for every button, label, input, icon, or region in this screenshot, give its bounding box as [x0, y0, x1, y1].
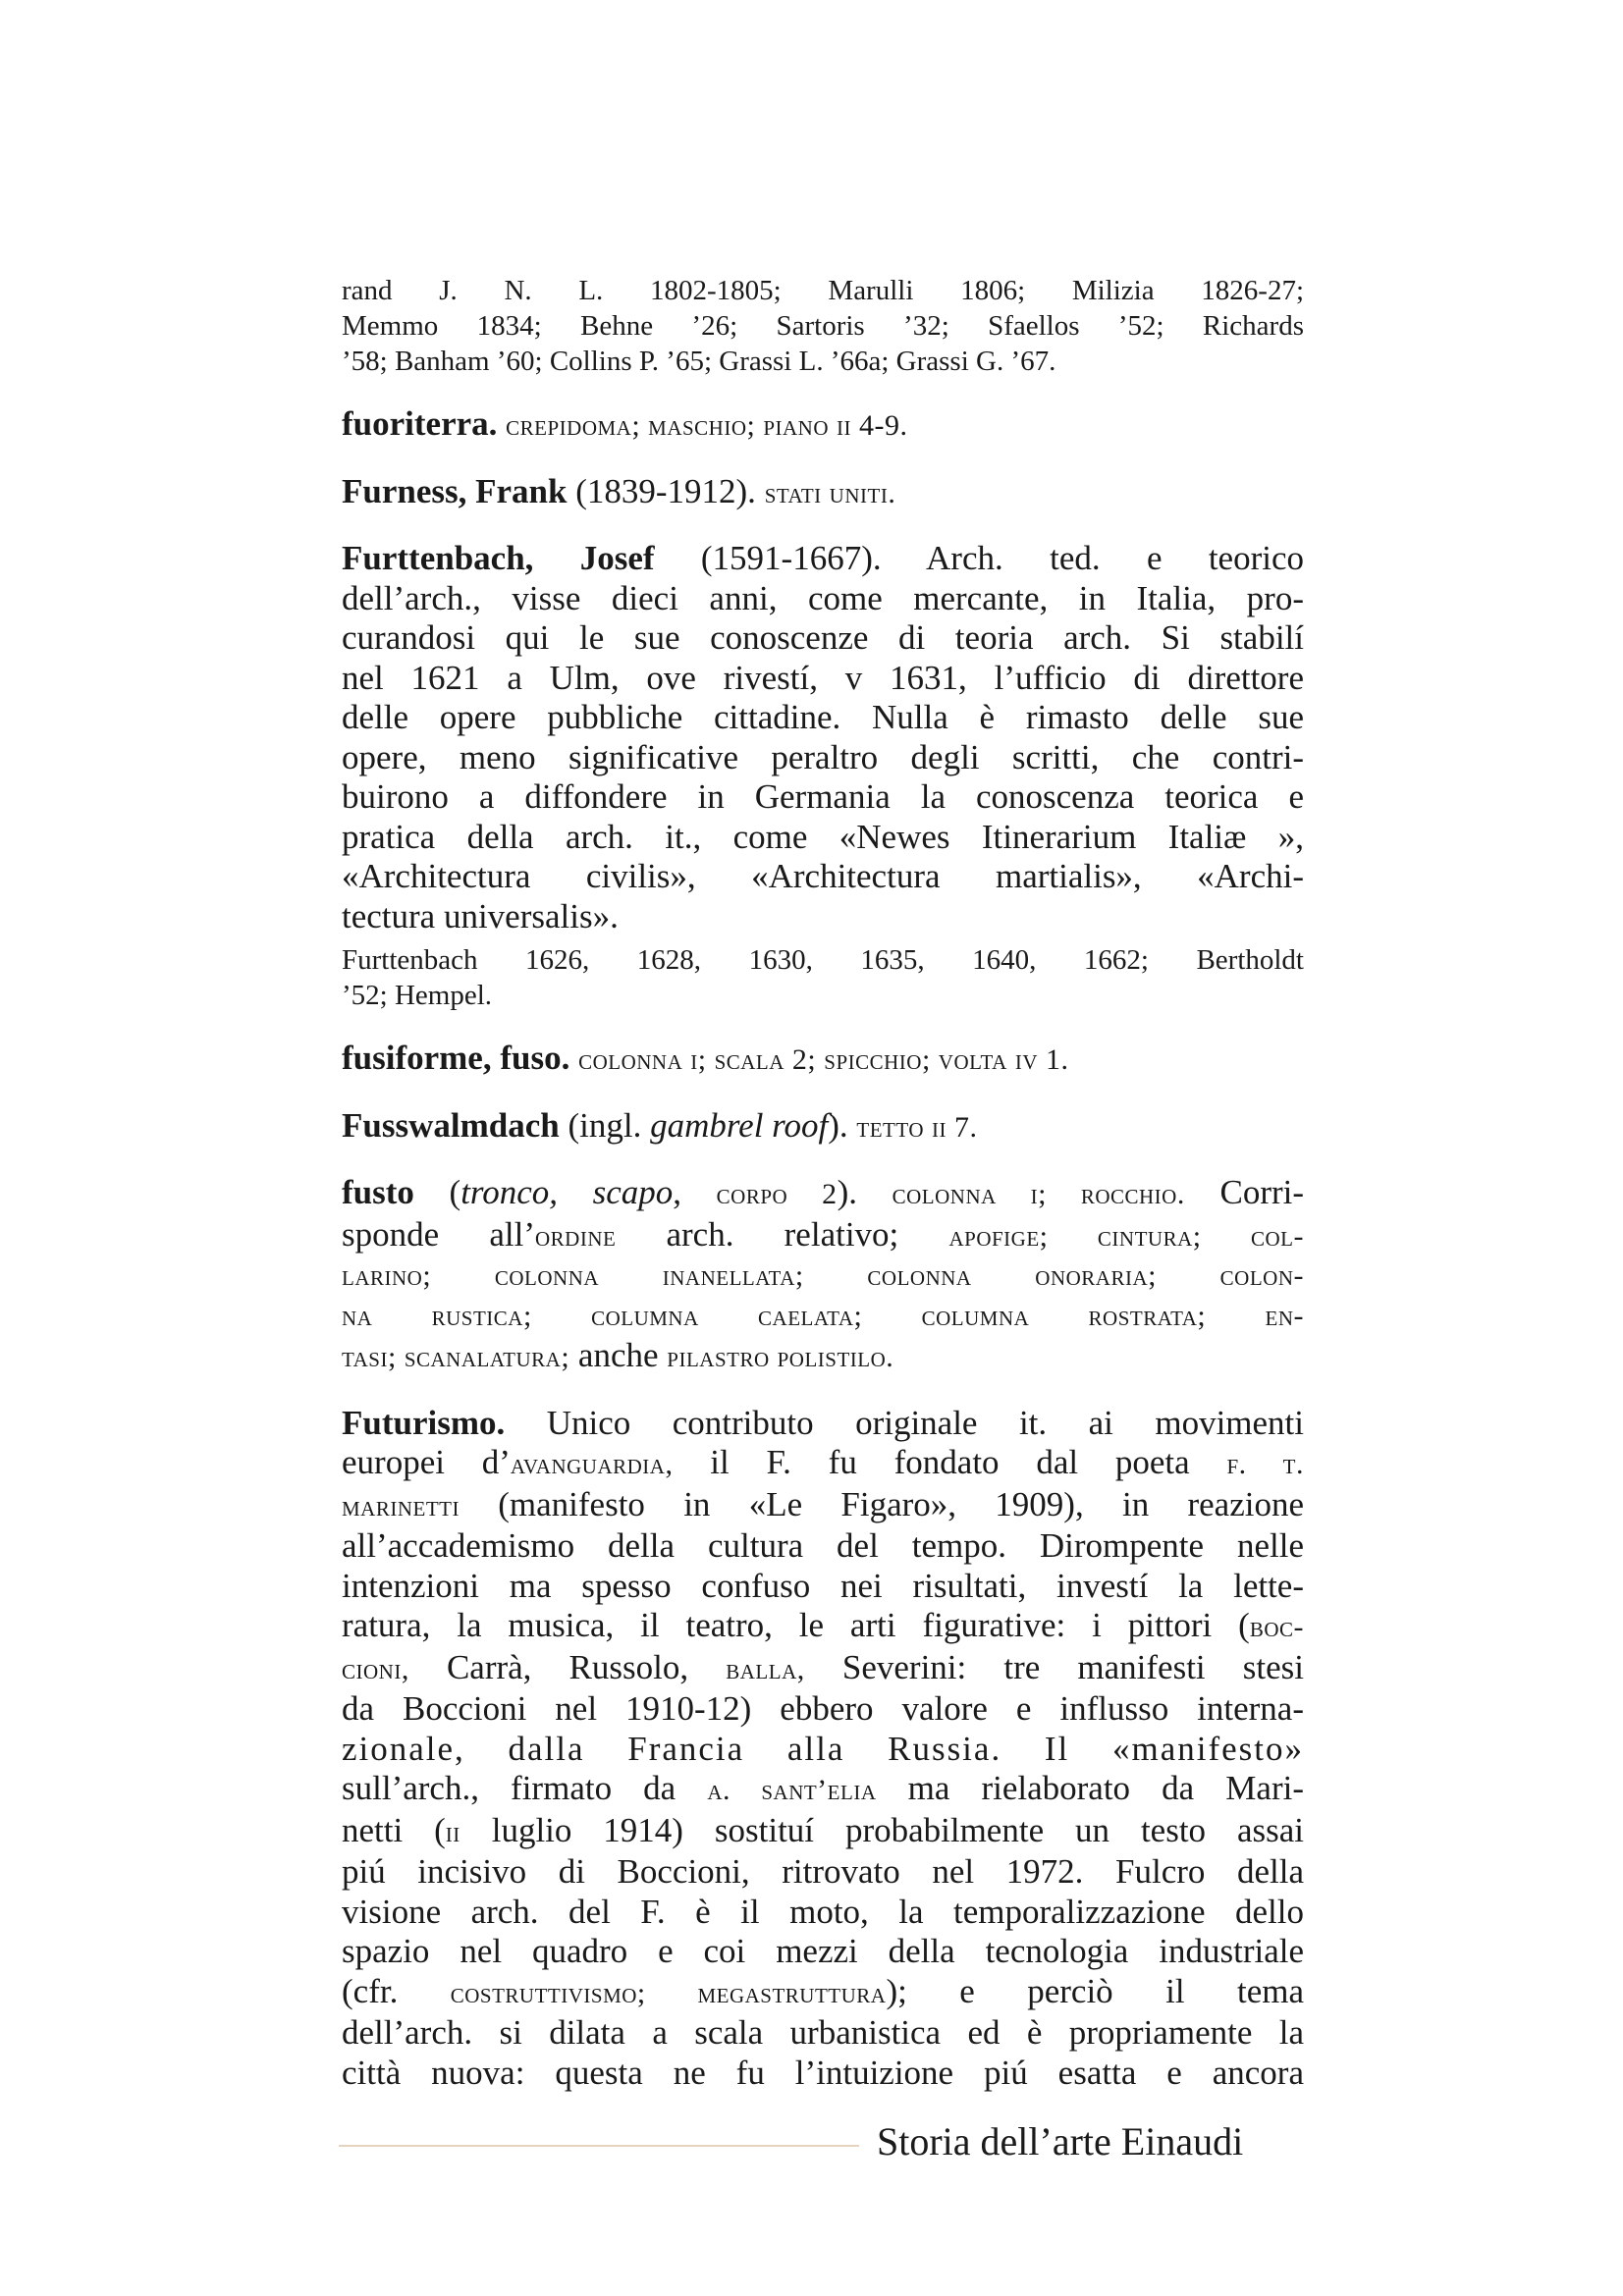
text-line: [342, 404, 1304, 447]
text-line: Memmo 1834; Behne ’26; Sartoris ’32; Sfaellos ’52; Richards: [342, 310, 1304, 342]
cross-reference: tetto ii 7.: [856, 1110, 978, 1144]
text-line: marinetti (manifesto in «Le Figaro», 1909), in reazione: [342, 1484, 1304, 1523]
entry-fusto: [342, 1173, 1304, 1378]
text-line: dell’arch., visse dieci anni, come mercante, in Italia, pro-: [342, 578, 1304, 617]
text-line: na rustica; columna caelata; columna rostrata; en-: [342, 1299, 1304, 1332]
text-line: larino; colonna inanellata; colonna onoraria; colon-: [342, 1259, 1304, 1292]
text-line: rand J. N. L. 1802-1805; Marulli 1806; Milizia 1826-27;: [342, 275, 1304, 306]
text-line: zionale, dalla Francia alla Russia. Il «manifesto»: [342, 1729, 1304, 1768]
text-line: da Boccioni nel 1910-12) ebbero valore e influsso interna-: [342, 1689, 1304, 1728]
text-line: tasi; scanalatura; anche pilastro polistilo.: [342, 1336, 894, 1374]
text-line: nel 1621 a Ulm, ove rivestí, v 1631, l’ufficio di direttore: [342, 658, 1304, 697]
text-line: Futurismo. Unico contributo originale it. ai movimenti: [342, 1403, 1304, 1442]
entry-fusswalmdach: [342, 1106, 1304, 1148]
text-line: ’52; Hempel.: [342, 980, 493, 1011]
entry-fusiforme: [342, 1039, 1304, 1081]
text-line: opere, meno significative peraltro degli scritti, che contri-: [342, 737, 1304, 776]
text-line: delle opere pubbliche cittadine. Nulla è rimasto delle sue: [342, 698, 1304, 736]
footer-title: Storia dell’arte Einaudi: [877, 2119, 1244, 2163]
page-body: [342, 273, 1304, 2118]
text-line: ’58; Banham ’60; Collins P. ’65; Grassi L. ’66a; Grassi G. ’67.: [342, 346, 1056, 377]
text-line: spazio nel quadro e coi mezzi della tecnologia industriale: [342, 1932, 1304, 1970]
text-line: [342, 1039, 1304, 1081]
headword: fuoriterra.: [342, 404, 498, 443]
text-line: netti (ii luglio 1914) sostituí probabilmente un testo assai: [342, 1810, 1304, 1849]
entry-furness: [342, 472, 1304, 514]
cross-reference: colonna i; scala 2; spicchio; volta iv 1.: [578, 1043, 1069, 1076]
text-line: piú incisivo di Boccioni, ritrovato nel 1972. Fulcro della: [342, 1852, 1304, 1891]
text-line: ratura, la musica, il teatro, le arti figurative: i pittori (boc-: [342, 1606, 1304, 1644]
text-line: (cfr. costruttivismo; megastruttura); e perciò il tema: [342, 1971, 1304, 2010]
text-line: Furness, Frank (1839-1912). stati uniti.: [342, 471, 896, 510]
text-line: Furttenbach, Josef (1591-1667). Arch. ted. e teorico: [342, 539, 1304, 577]
entry-furttenbach: [342, 539, 1304, 1013]
text-line: sull’arch., firmato da a. sant’elia ma rielaborato da Mari-: [342, 1769, 1304, 1807]
text-line: buirono a diffondere in Germania la conoscenza teorica e: [342, 777, 1304, 816]
text-line: fusto (tronco, scapo, corpo 2). colonna i; rocchio. Corri-: [342, 1173, 1305, 1211]
text-line: visione arch. del F. è il moto, la temporalizzazione dello: [342, 1892, 1304, 1931]
entry-futurismo: [342, 1404, 1304, 2094]
text-line: dell’arch. si dilata a scala urbanistica ed è propriamente la: [342, 2013, 1304, 2052]
text-line: pratica della arch. it., come «Newes Itinerarium Italiæ »,: [342, 817, 1304, 856]
headword: fusto: [342, 1173, 414, 1211]
entry-fuoriterra: [342, 404, 1304, 447]
text-line: europei d’avanguardia, il F. fu fondato dal poeta f. t.: [342, 1443, 1304, 1481]
text-line: intenzioni ma spesso confuso nei risultati, investí la lette-: [342, 1566, 1304, 1605]
text-line: all’accademismo della cultura del tempo. Dirompente nelle: [342, 1526, 1304, 1565]
cross-reference: stati uniti.: [764, 476, 896, 509]
headword: Futurismo.: [342, 1403, 506, 1442]
text-line: tectura universalis».: [342, 896, 619, 935]
headword: Furttenbach, Josef: [342, 539, 655, 577]
cross-reference: crepidoma; maschio; piano ii 4-9.: [506, 409, 908, 442]
bibliography-continuation: [342, 273, 1304, 379]
headword: Fusswalmdach: [342, 1105, 560, 1145]
text-line: sponde all’ordine arch. relativo; apofige; cintura; col-: [342, 1214, 1305, 1254]
footer-rule: [339, 2145, 859, 2147]
text-line: cioni, Carrà, Russolo, balla, Severini: tre manifesti stesi: [342, 1647, 1304, 1686]
headword: fusiforme, fuso.: [342, 1039, 570, 1077]
text-line: città nuova: questa ne fu l’intuizione piú esatta e ancora: [342, 2053, 1304, 2092]
text-line: «Architectura civilis», «Architectura martialis», «Archi-: [342, 857, 1304, 895]
text-line: Fusswalmdach (ingl. gambrel roof). tetto ii 7.: [342, 1105, 978, 1145]
bibliography: [342, 942, 1304, 1013]
text-line: Furttenbach 1626, 1628, 1630, 1635, 1640, 1662; Bertholdt: [342, 944, 1304, 976]
headword: Furness, Frank: [342, 471, 568, 510]
text-line: curandosi qui le sue conoscenze di teoria arch. Si stabilí: [342, 618, 1304, 657]
